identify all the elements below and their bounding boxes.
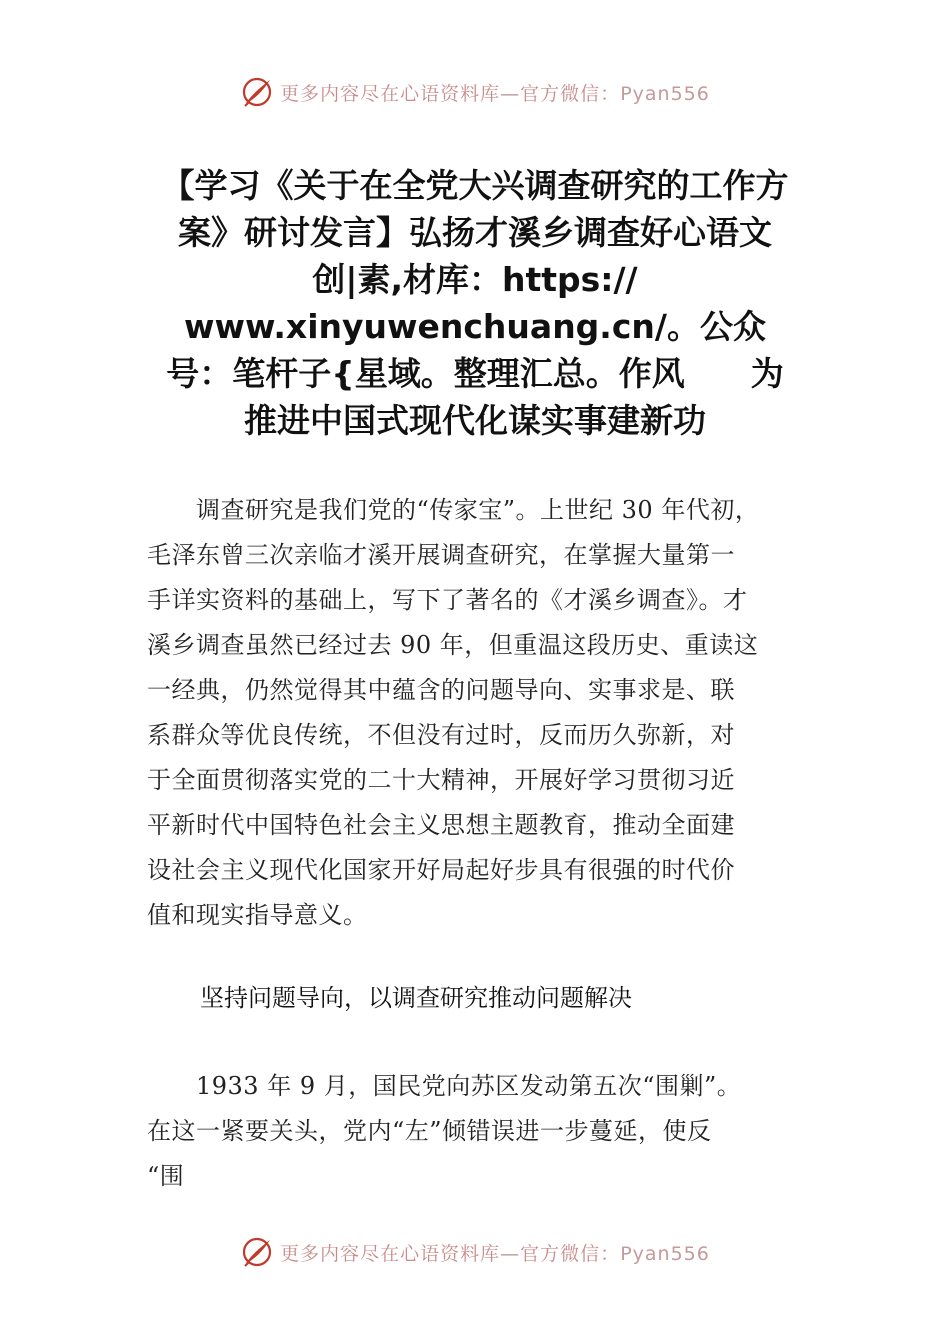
paragraph-line: 1933 年 9 月，国民党向苏区发动第五次“围剿”。 bbox=[147, 1072, 742, 1100]
banner-slogan: 更多内容尽在心语资料库 bbox=[280, 82, 501, 105]
title-line: 号：笔杆子{星域。整理汇总。作风 为 bbox=[166, 354, 784, 393]
quill-pen-logo-icon bbox=[240, 1235, 274, 1269]
paragraph-line: 设社会主义现代化国家开好局起好步具有很强的时代价 bbox=[147, 856, 735, 884]
title-line: 推进中国式现代化谋实事建新功 bbox=[244, 401, 706, 440]
paragraph-history bbox=[147, 1064, 807, 1199]
paragraph-line: 于全面贯彻落实党的二十大精神，开展好学习贯彻习近 bbox=[147, 766, 735, 794]
paragraph-line: 一经典，仍然觉得其中蕴含的问题导向、实事求是、联 bbox=[147, 676, 735, 704]
banner-dash: — bbox=[500, 82, 521, 105]
paragraph-line: 毛泽东曾三次亲临才溪开展调查研究，在掌握大量第一 bbox=[147, 541, 735, 569]
title-line: 【学习《关于在全党大兴调查研究的工作方 bbox=[161, 166, 789, 205]
title-line: www.xinyuwenchuang.cn/。公众 bbox=[184, 307, 766, 346]
paragraph-line: 平新时代中国特色社会主义思想主题教育，推动全面建 bbox=[147, 811, 735, 839]
paragraph-intro bbox=[147, 488, 807, 938]
paragraph-line: 值和现实指导意义。 bbox=[147, 901, 368, 929]
banner-slogan: 更多内容尽在心语资料库 bbox=[280, 1242, 501, 1265]
header-banner bbox=[0, 72, 950, 112]
paragraph-line: 调查研究是我们党的“传家宝”。上世纪 30 年代初， bbox=[147, 496, 760, 524]
quill-pen-logo-icon bbox=[240, 75, 274, 109]
banner-wechat-id: Pyan556 bbox=[620, 1242, 710, 1265]
paragraph-line: 在这一紧要关头，党内“左”倾错误进一步蔓延，使反 bbox=[147, 1117, 712, 1145]
paragraph-line: 系群众等优良传统，不但没有过时，反而历久弥新，对 bbox=[147, 721, 735, 749]
banner-wechat-label: 官方微信： bbox=[520, 82, 621, 105]
banner-wechat-id: Pyan556 bbox=[620, 82, 710, 105]
banner-dash: — bbox=[500, 1242, 521, 1265]
banner-text bbox=[280, 1239, 710, 1266]
banner-wechat-label: 官方微信： bbox=[520, 1242, 621, 1265]
paragraph-line: “围 bbox=[147, 1162, 185, 1190]
title-line: 创|素,材库：https:// bbox=[312, 260, 638, 299]
title-line: 案》研讨发言】弘扬才溪乡调查好心语文 bbox=[178, 213, 772, 252]
section-heading: 坚持问题导向，以调查研究推动问题解决 bbox=[200, 984, 632, 1012]
paragraph-line: 溪乡调查虽然已经过去 90 年，但重温这段历史、重读这 bbox=[147, 631, 759, 659]
document-title bbox=[135, 162, 815, 444]
paragraph-line: 手详实资料的基础上，写下了著名的《才溪乡调查》。才 bbox=[147, 586, 748, 614]
banner-text bbox=[280, 79, 710, 106]
footer-banner bbox=[0, 1232, 950, 1272]
